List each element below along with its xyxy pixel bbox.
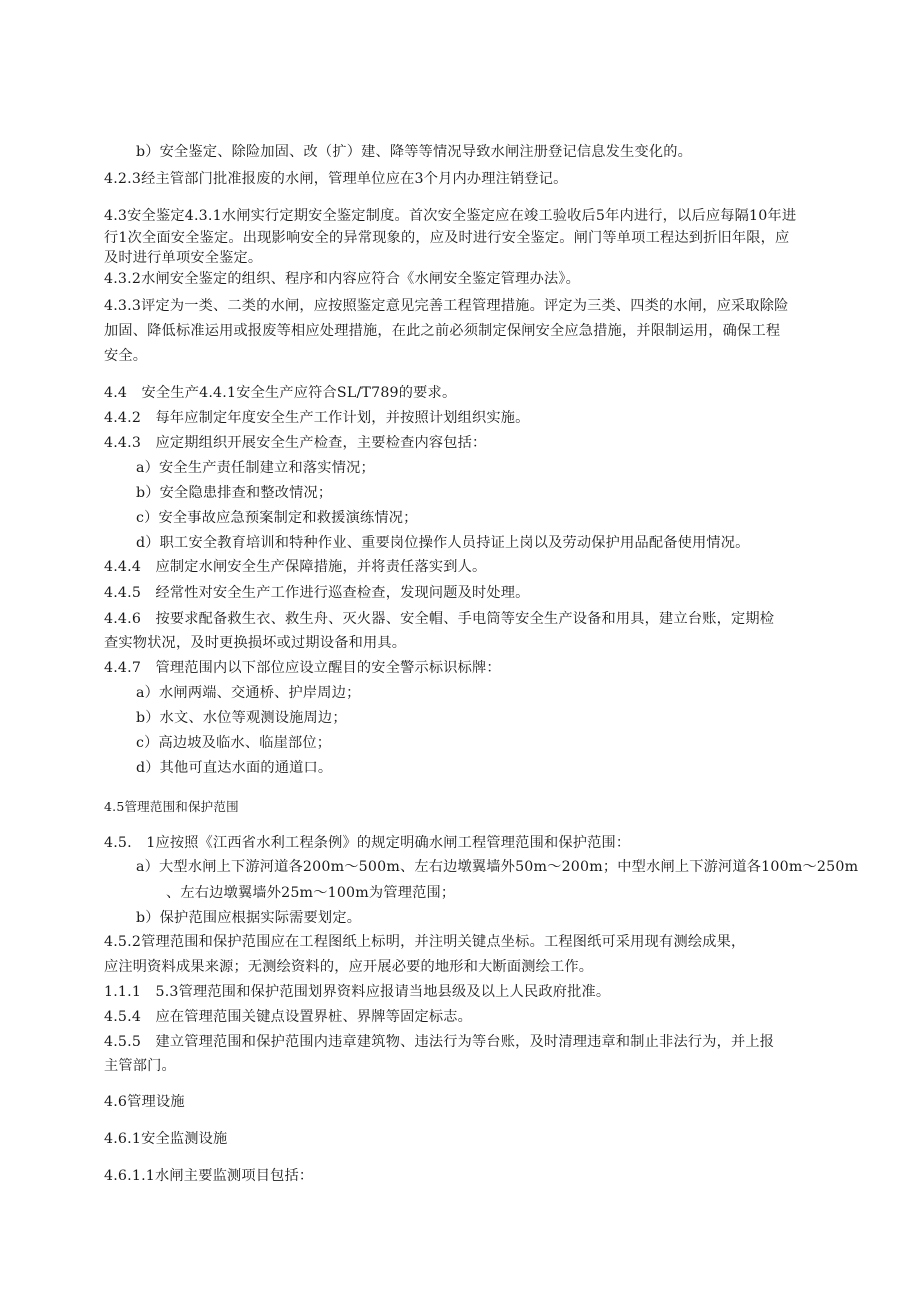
list-item: a）水闸两端、交通桥、护岸周边；	[136, 685, 361, 701]
list-item: d）其他可直达水面的通道口。	[136, 760, 333, 776]
text-line: 应注明资料成果来源；无测绘资料的，应开展必要的地形和大断面测绘工作。	[104, 959, 594, 975]
text-line: 4.4.6 按要求配备救生衣、救生舟、灭火器、安全帽、手电筒等安全生产设备和用具，建立台账，定期检	[104, 611, 775, 627]
list-item: b）保护范围应根据实际需要划定。	[136, 910, 362, 926]
text-line: 查实物状况，及时更换损坏或过期设备和用具。	[104, 635, 407, 651]
text-line: 4.5. 1应按照《江西省水利工程条例》的规定明确水闸工程管理范围和保护范围：	[104, 835, 631, 851]
text-line: 加固、降低标准运用或报废等相应处理措施，在此之前必须制定保闸安全应急措施，并限制运用，确保工程	[104, 323, 781, 339]
text-line: 行1次全面安全鉴定。出现影响安全的异常现象的，应及时进行安全鉴定。闸门等单项工程达到折旧年限，应	[104, 230, 790, 246]
text-line: 4.6.1.1水闸主要监测项目包括：	[104, 1168, 314, 1184]
section-heading: 4.6管理设施	[104, 1094, 185, 1110]
section-heading: 4.5管理范围和保护范围	[104, 799, 239, 814]
text-line: 4.4.4 应制定水闸安全生产保障措施，并将责任落实到人。	[104, 559, 487, 575]
text-line: 4.2.3经主管部门批准报废的水闸，管理单位应在3个月内办理注销登记。	[104, 171, 568, 187]
text-line: b）安全鉴定、除险加固、改（扩）建、降等等情况导致水闸注册登记信息发生变化的。	[136, 144, 693, 160]
list-item: a）大型水闸上下游河道各200m～500m、左右边墩翼墙外50m～200m；中型水闸上下游河道各100m～250m	[136, 859, 859, 875]
text-line: 4.5.4 应在管理范围关键点设置界桩、界牌等固定标志。	[104, 1009, 473, 1025]
list-item: c）安全事故应急预案制定和救援演练情况；	[136, 510, 418, 526]
list-item: a）安全生产责任制建立和落实情况；	[136, 460, 375, 476]
text-line: 4.4.3 应定期组织开展安全生产检查，主要检查内容包括：	[104, 435, 487, 451]
text-line: 1.1.1 5.3管理范围和保护范围划界资料应报请当地县级及以上人民政府批准。	[104, 984, 611, 1000]
text-line: 4.4 安全生产4.4.1安全生产应符合SL/T789的要求。	[104, 385, 457, 401]
text-line: 主管部门。	[104, 1058, 176, 1074]
text-line: 4.4.7 管理范围内以下部位应设立醒目的安全警示标识标牌：	[104, 660, 501, 676]
text-line: 安全。	[104, 348, 148, 364]
list-item: b）安全隐患排查和整改情况；	[136, 485, 333, 501]
text-line: 4.3安全鉴定4.3.1水闸实行定期安全鉴定制度。首次安全鉴定应在竣工验收后5年内进行，以后应每隔10年进	[104, 208, 797, 224]
text-line: 4.4.2 每年应制定年度安全生产工作计划，并按照计划组织实施。	[104, 410, 530, 426]
subsection-heading: 4.6.1安全监测设施	[104, 1131, 228, 1147]
text-line: 4.5.2管理范围和保护范围应在工程图纸上标明，并注明关键点坐标。工程图纸可采用现有测绘成果，	[104, 934, 746, 950]
list-item: c）高边坡及临水、临崖部位；	[136, 735, 332, 751]
text-line: 4.5.5 建立管理范围和保护范围内违章建筑物、违法行为等台账，及时清理违章和制止非法行为，并上报	[104, 1034, 775, 1050]
list-item: d）职工安全教育培训和特种作业、重要岗位操作人员持证上岗以及劳动保护用品配备使用情况。	[136, 535, 750, 551]
list-item: b）水文、水位等观测设施周边；	[136, 710, 347, 726]
text-line: 4.3.2水闸安全鉴定的组织、程序和内容应符合《水闸安全鉴定管理办法》。	[104, 271, 581, 287]
text-line: 及时进行单项安全鉴定。	[104, 250, 263, 266]
text-line: 4.3.3评定为一类、二类的水闸，应按照鉴定意见完善工程管理措施。评定为三类、四类的水闸，应采取除险	[104, 298, 789, 314]
text-line: 4.4.5 经常性对安全生产工作进行巡查检查，发现问题及时处理。	[104, 585, 530, 601]
list-item: 、左右边墩翼墙外25m～100m为管理范围；	[166, 885, 456, 901]
